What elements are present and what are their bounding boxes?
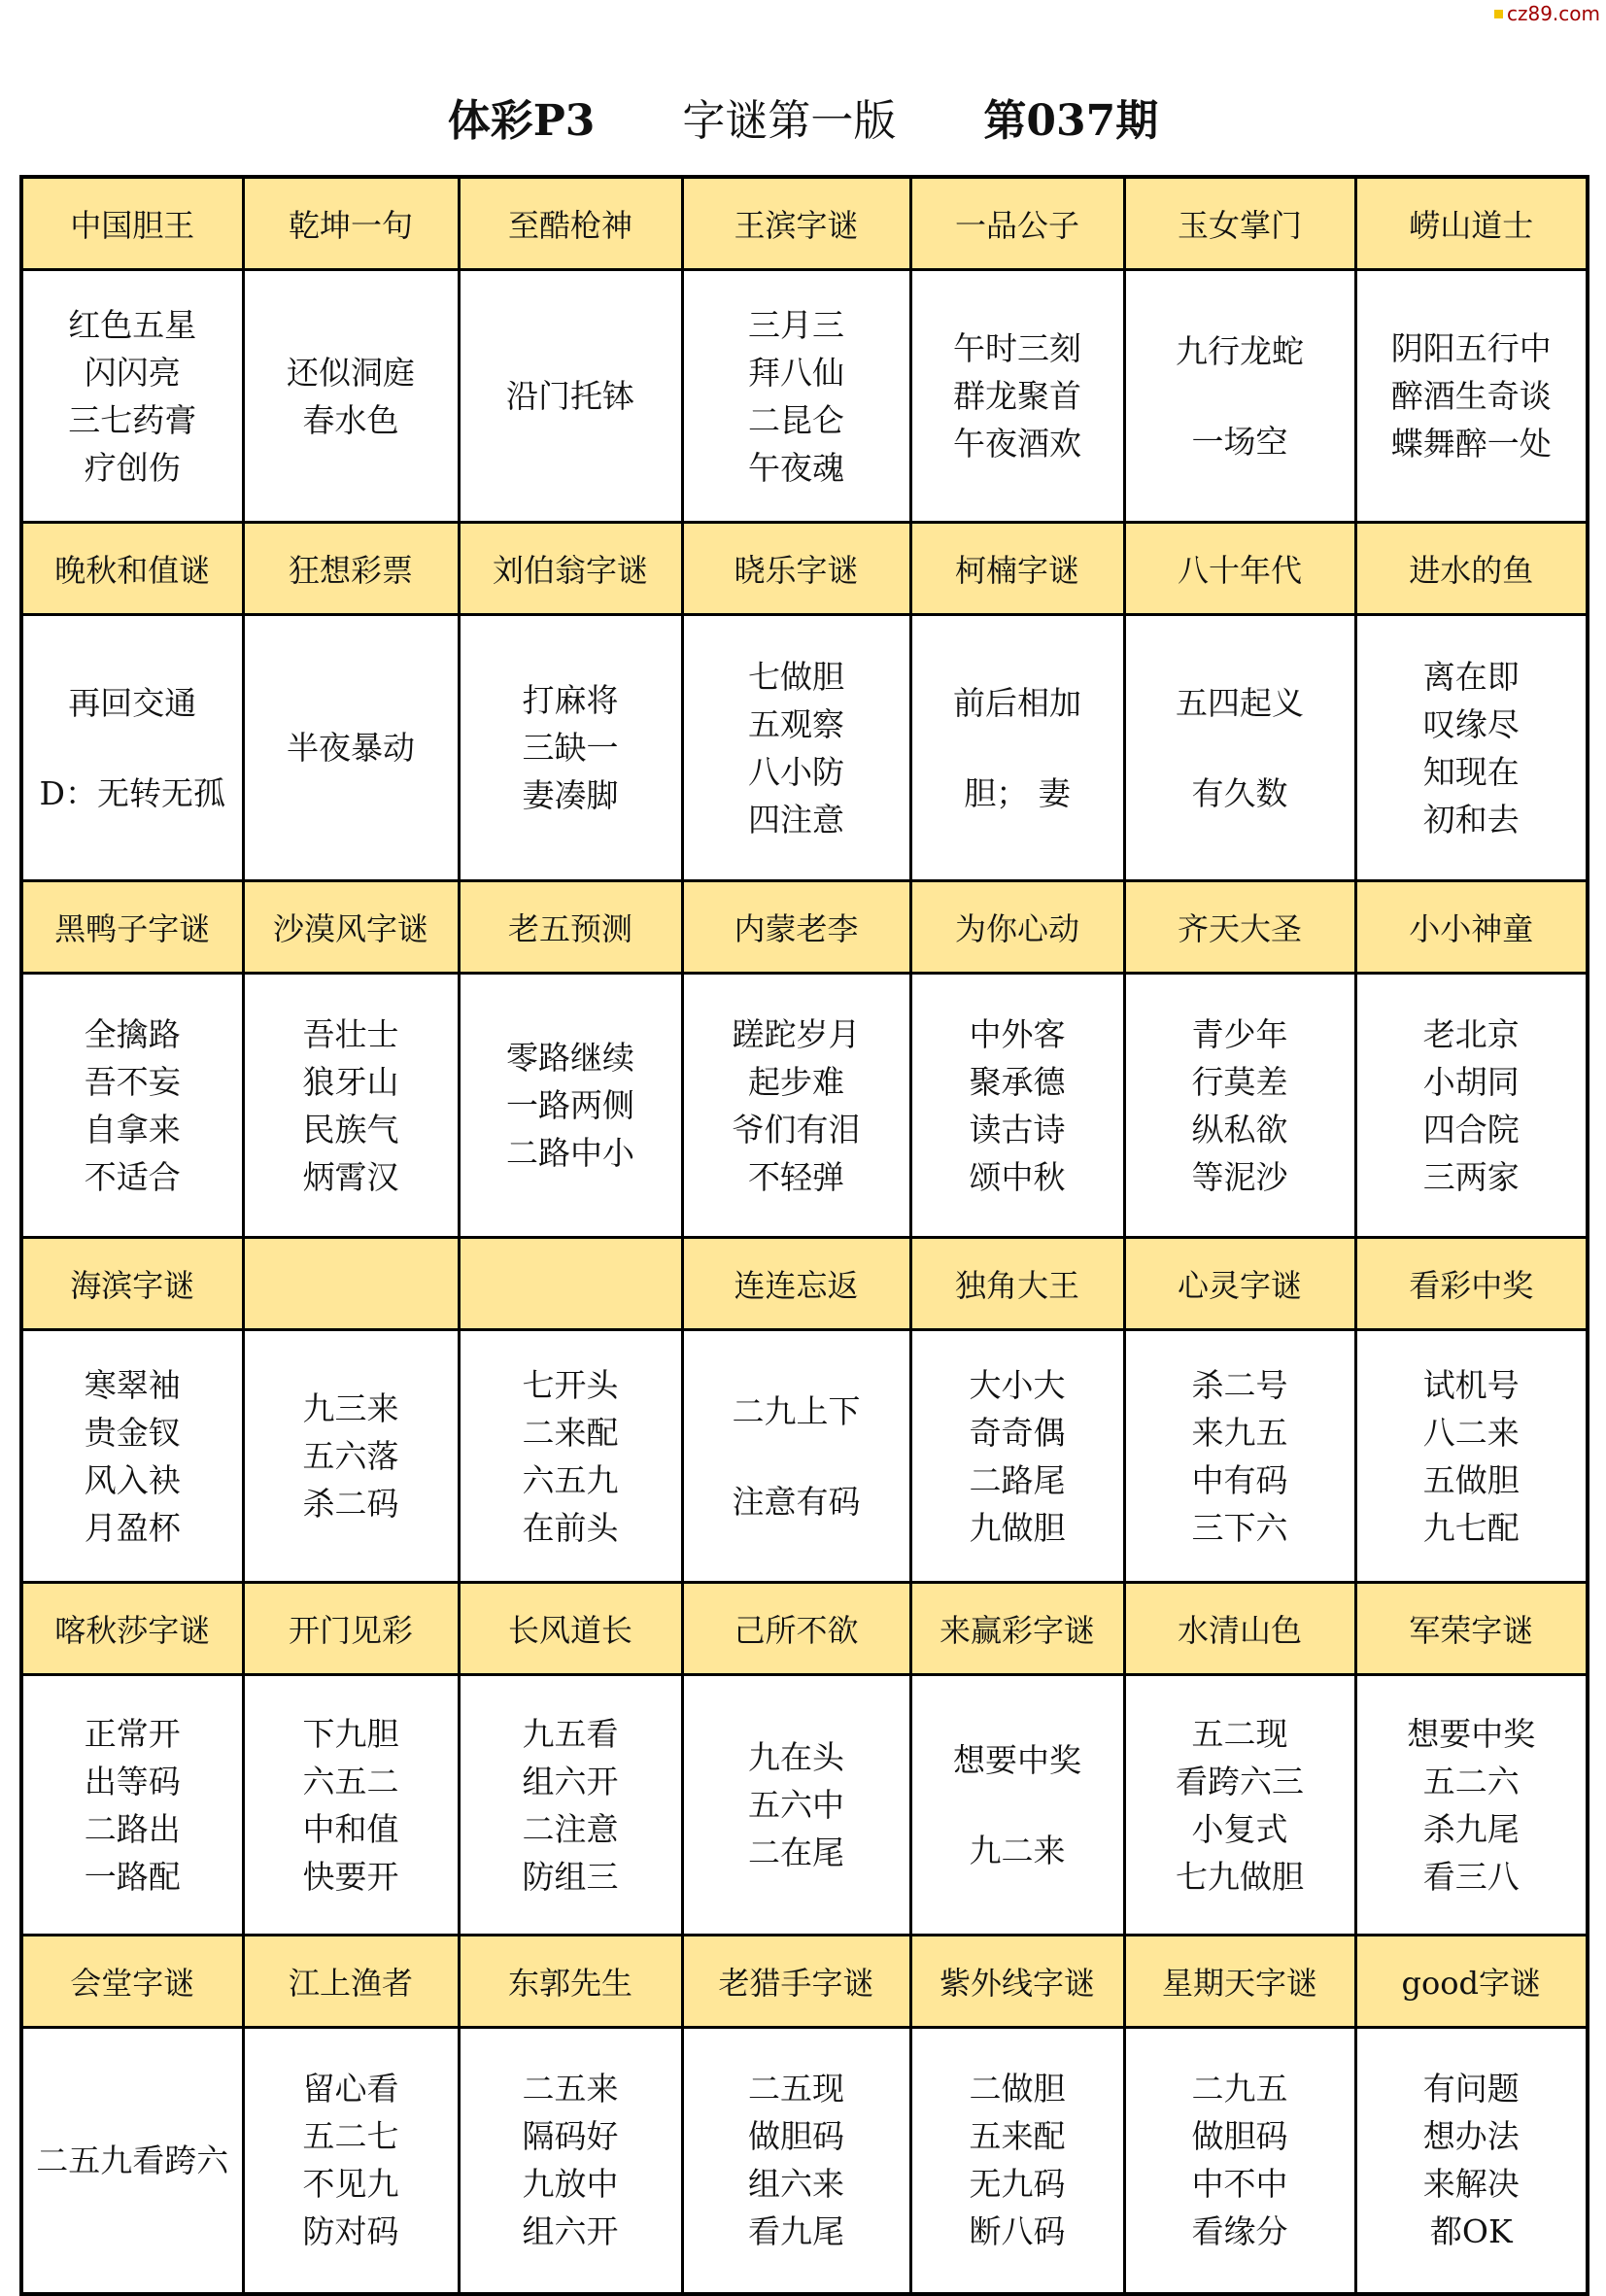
- column-title: 独角大王: [910, 1238, 1124, 1330]
- line-gap: [684, 1435, 909, 1478]
- riddle-line: 五观察: [748, 704, 844, 743]
- content-row: [21, 615, 1588, 881]
- riddle-cell: [910, 615, 1124, 881]
- column-title: [243, 1238, 459, 1330]
- column-title: 老五预测: [459, 881, 682, 974]
- column-title: 晚秋和值谜: [21, 523, 243, 615]
- riddle-cell: [243, 615, 459, 881]
- riddle-line: 九行龙蛇: [1176, 331, 1304, 370]
- riddle-line: 防组三: [522, 1857, 619, 1896]
- header-row: [21, 881, 1588, 974]
- riddle-line: 风入袂: [84, 1460, 181, 1499]
- header-row: [21, 1936, 1588, 2028]
- riddle-line: 无九码: [969, 2165, 1066, 2204]
- riddle-line: 读古诗: [969, 1110, 1066, 1148]
- riddle-line: 看缘分: [1191, 2212, 1288, 2251]
- riddle-line: 八二来: [1422, 1413, 1520, 1452]
- riddle-line: 三两家: [1422, 1157, 1520, 1196]
- riddle-line: 试机号: [1422, 1365, 1520, 1404]
- column-title: good字谜: [1355, 1936, 1588, 2028]
- riddle-line: 断八码: [969, 2212, 1066, 2251]
- riddle-line: 在前头: [522, 1508, 619, 1547]
- riddle-line: 杀九尾: [1422, 1809, 1520, 1848]
- riddle-line: 行莫差: [1191, 1062, 1288, 1101]
- riddle-cell: [21, 615, 243, 881]
- riddle-line: 等泥沙: [1191, 1157, 1288, 1196]
- column-title: 会堂字谜: [21, 1936, 243, 2028]
- column-title: 晓乐字谜: [682, 523, 910, 615]
- header-row: [21, 1583, 1588, 1675]
- riddle-line: 起步难: [748, 1062, 844, 1101]
- line-gap: [1126, 727, 1354, 770]
- riddle-line: 不轻弹: [748, 1157, 844, 1196]
- riddle-line: 春水色: [302, 400, 399, 439]
- riddle-line: 九五看: [522, 1714, 619, 1753]
- column-title: 中国胆王: [21, 177, 243, 270]
- riddle-line: 正常开: [84, 1714, 181, 1753]
- riddle-cell: [1124, 1675, 1355, 1936]
- column-title: 老猎手字谜: [682, 1936, 910, 2028]
- riddle-line: 蹉跎岁月: [732, 1014, 861, 1053]
- riddle-line: 中有码: [1191, 1460, 1288, 1499]
- riddle-line: 来解决: [1422, 2165, 1520, 2204]
- column-title: 紫外线字谜: [910, 1936, 1124, 2028]
- riddle-cell: [682, 974, 910, 1238]
- riddle-line: 二路出: [84, 1809, 181, 1848]
- riddle-cell: [243, 1675, 459, 1936]
- riddle-cell: [910, 2028, 1124, 2294]
- column-title: 水清山色: [1124, 1583, 1355, 1675]
- column-title: 柯楠字谜: [910, 523, 1124, 615]
- content-row: [21, 1330, 1588, 1583]
- riddle-line: 看三八: [1422, 1857, 1520, 1896]
- riddle-line: 月盈杯: [84, 1508, 181, 1547]
- line-gap: [912, 727, 1123, 770]
- riddle-cell: [21, 2028, 243, 2294]
- riddle-line: 九放中: [522, 2165, 619, 2204]
- riddle-line: 小复式: [1191, 1809, 1288, 1848]
- riddle-line: 做胆码: [748, 2117, 844, 2156]
- riddle-line: 不见九: [302, 2165, 399, 2204]
- title-brand: 体彩P3: [447, 96, 596, 146]
- riddle-cell: [459, 615, 682, 881]
- riddle-line: 一场空: [1191, 422, 1288, 461]
- column-title: 开门见彩: [243, 1583, 459, 1675]
- riddle-cell: [1124, 2028, 1355, 2294]
- riddle-line: 零路继续: [506, 1039, 634, 1077]
- riddle-line: 九在头: [748, 1738, 844, 1776]
- riddle-line: 午时三刻: [953, 329, 1081, 367]
- riddle-line: 全擒路: [84, 1014, 181, 1053]
- riddle-line: 五六落: [302, 1437, 399, 1475]
- riddle-line: 二路尾: [969, 1460, 1066, 1499]
- riddle-line: 九做胆: [969, 1508, 1066, 1547]
- column-title: 军荣字谜: [1355, 1583, 1588, 1675]
- riddle-line: 贵金钗: [84, 1413, 181, 1452]
- riddle-line: 二五九看跨六: [36, 2141, 229, 2179]
- riddle-line: 九三来: [302, 1389, 399, 1427]
- riddle-line: 蝶舞醉一处: [1390, 425, 1552, 463]
- riddle-cell: [459, 270, 682, 523]
- riddle-line: 不适合: [84, 1157, 181, 1196]
- line-gap: [1126, 375, 1354, 418]
- column-title: 连连忘返: [682, 1238, 910, 1330]
- riddle-line: 打麻将: [522, 681, 619, 719]
- riddle-line: 老北京: [1422, 1014, 1520, 1053]
- riddle-line: 杀二码: [302, 1485, 399, 1523]
- riddle-line: 组六开: [522, 1762, 619, 1800]
- riddle-line: 阴阳五行中: [1390, 329, 1552, 367]
- riddle-line: 疗创伤: [84, 448, 181, 487]
- riddle-line: 三七药膏: [68, 400, 197, 439]
- riddle-cell: [21, 1675, 243, 1936]
- riddle-line: 一路两侧: [506, 1086, 634, 1124]
- riddle-line: 再回交通: [68, 683, 197, 722]
- riddle-line: 二九五: [1191, 2070, 1288, 2108]
- column-title: 内蒙老李: [682, 881, 910, 974]
- content-row: [21, 1675, 1588, 1936]
- riddle-line: 出等码: [84, 1762, 181, 1800]
- content-row: [21, 270, 1588, 523]
- column-title: 星期天字谜: [1124, 1936, 1355, 2028]
- riddle-line: 都OK: [1429, 2212, 1513, 2251]
- riddle-line: 叹缘尽: [1422, 704, 1520, 743]
- riddle-line: 看九尾: [748, 2212, 844, 2251]
- riddle-line: 青少年: [1191, 1014, 1288, 1053]
- riddle-cell: [243, 2028, 459, 2294]
- riddle-line: 看跨六三: [1176, 1762, 1304, 1800]
- watermark-square-icon: [1494, 10, 1503, 18]
- riddle-cell: [682, 2028, 910, 2294]
- riddle-cell: [682, 1330, 910, 1583]
- riddle-line: 闪闪亮: [84, 353, 181, 392]
- riddle-line: 八小防: [748, 752, 844, 791]
- column-title: 为你心动: [910, 881, 1124, 974]
- riddle-line: 二注意: [522, 1809, 619, 1848]
- content-row: [21, 974, 1588, 1238]
- column-title: 小小神童: [1355, 881, 1588, 974]
- riddle-cell: [459, 974, 682, 1238]
- riddle-line: 自拿来: [84, 1110, 181, 1148]
- riddle-cell: [459, 1330, 682, 1583]
- column-title: 来赢彩字谜: [910, 1583, 1124, 1675]
- column-title: 刘伯翁字谜: [459, 523, 682, 615]
- riddle-line: 吾不妄: [84, 1062, 181, 1101]
- column-title: 崂山道士: [1355, 177, 1588, 270]
- riddle-line: 午夜魂: [748, 448, 844, 487]
- header-row: [21, 1238, 1588, 1330]
- riddle-line: 二在尾: [748, 1833, 844, 1871]
- riddle-line: 有久数: [1191, 773, 1288, 812]
- riddle-line: 防对码: [302, 2212, 399, 2251]
- riddle-line: 下九胆: [302, 1714, 399, 1753]
- riddle-line: 六五二: [302, 1762, 399, 1800]
- riddle-cell: [21, 270, 243, 523]
- riddle-line: 五来配: [969, 2117, 1066, 2156]
- column-title: 长风道长: [459, 1583, 682, 1675]
- riddle-line: 奇奇偶: [969, 1413, 1066, 1452]
- riddle-cell: [1355, 1675, 1588, 1936]
- column-title: 王滨字谜: [682, 177, 910, 270]
- riddle-line: 沿门托钵: [506, 377, 634, 415]
- column-title: 己所不欲: [682, 1583, 910, 1675]
- riddle-line: 三缺一: [522, 729, 619, 767]
- riddle-line: 组六开: [522, 2212, 619, 2251]
- riddle-line: 二五来: [522, 2070, 619, 2108]
- riddle-line: 五二六: [1422, 1762, 1520, 1800]
- column-title: 黑鸭子字谜: [21, 881, 243, 974]
- line-gap: [912, 1784, 1123, 1827]
- riddle-line: 一路配: [84, 1857, 181, 1896]
- line-gap: [23, 727, 242, 770]
- riddle-line: D：无转无孤: [39, 773, 225, 812]
- riddle-line: 小胡同: [1422, 1062, 1520, 1101]
- riddle-line: 六五九: [522, 1460, 619, 1499]
- riddle-cell: [682, 270, 910, 523]
- riddle-line: 做胆码: [1191, 2117, 1288, 2156]
- riddle-line: 颂中秋: [969, 1157, 1066, 1196]
- riddle-line: 妻凑脚: [522, 776, 619, 814]
- riddle-line: 初和去: [1422, 800, 1520, 839]
- riddle-line: 中不中: [1191, 2165, 1288, 2204]
- riddle-line: 胆； 妻: [964, 773, 1071, 812]
- title-edition: 字谜第一版: [682, 96, 897, 146]
- header-row: [21, 523, 1588, 615]
- column-title: 玉女掌门: [1124, 177, 1355, 270]
- riddle-line: 二九上下: [732, 1391, 861, 1430]
- column-title: 狂想彩票: [243, 523, 459, 615]
- riddle-line: 聚承德: [969, 1062, 1066, 1101]
- riddle-line: 二做胆: [969, 2070, 1066, 2108]
- riddle-line: 快要开: [302, 1857, 399, 1896]
- riddle-line: 爷们有泪: [732, 1110, 861, 1148]
- riddle-line: 七做胆: [748, 657, 844, 696]
- riddle-cell: [243, 1330, 459, 1583]
- riddle-line: 七开头: [522, 1365, 619, 1404]
- column-title: 江上渔者: [243, 1936, 459, 2028]
- riddle-line: 杀二号: [1191, 1365, 1288, 1404]
- riddle-line: 离在即: [1422, 657, 1520, 696]
- riddle-line: 隔码好: [522, 2117, 619, 2156]
- column-title: 心灵字谜: [1124, 1238, 1355, 1330]
- column-title: 看彩中奖: [1355, 1238, 1588, 1330]
- title-issue: 第037期: [983, 96, 1159, 146]
- riddle-line: 三下六: [1191, 1508, 1288, 1547]
- column-title: 乾坤一句: [243, 177, 459, 270]
- riddle-line: 大小大: [969, 1365, 1066, 1404]
- page-title: [0, 68, 1606, 165]
- riddle-line: 纵私欲: [1191, 1110, 1288, 1148]
- riddle-cell: [1124, 974, 1355, 1238]
- riddle-cell: [21, 1330, 243, 1583]
- riddle-line: 二五现: [748, 2070, 844, 2108]
- column-title: [459, 1238, 682, 1330]
- watermark-text: cz89.com: [1506, 2, 1600, 25]
- riddle-line: 红色五星: [68, 305, 197, 344]
- riddle-cell: [910, 270, 1124, 523]
- riddle-line: 有问题: [1422, 2070, 1520, 2108]
- riddle-line: 来九五: [1191, 1413, 1288, 1452]
- content-row: [21, 2028, 1588, 2294]
- riddle-cell: [682, 1675, 910, 1936]
- riddle-cell: [910, 974, 1124, 1238]
- riddle-cell: [1355, 2028, 1588, 2294]
- riddle-line: 知现在: [1422, 752, 1520, 791]
- riddle-cell: [1355, 974, 1588, 1238]
- riddle-line: 二昆仑: [748, 400, 844, 439]
- riddle-line: 二路中小: [506, 1134, 634, 1172]
- riddle-cell: [1124, 615, 1355, 881]
- column-title: 喀秋莎字谜: [21, 1583, 243, 1675]
- riddle-cell: [459, 1675, 682, 1936]
- riddle-cell: [21, 974, 243, 1238]
- riddle-line: 注意有码: [732, 1482, 861, 1521]
- riddle-cell: [243, 974, 459, 1238]
- riddle-cell: [1355, 615, 1588, 881]
- column-title: 海滨字谜: [21, 1238, 243, 1330]
- riddle-line: 二来配: [522, 1413, 619, 1452]
- column-title: 东郭先生: [459, 1936, 682, 2028]
- column-title: 齐天大圣: [1124, 881, 1355, 974]
- riddle-cell: [910, 1330, 1124, 1583]
- header-row: [21, 177, 1588, 270]
- riddle-line: 五二现: [1191, 1714, 1288, 1753]
- column-title: 进水的鱼: [1355, 523, 1588, 615]
- riddle-cell: [682, 615, 910, 881]
- riddle-line: 中和值: [302, 1809, 399, 1848]
- riddle-line: 想办法: [1422, 2117, 1520, 2156]
- riddle-line: 想要中奖: [953, 1740, 1081, 1779]
- riddle-line: 狼牙山: [302, 1062, 399, 1101]
- riddle-line: 寒翠袖: [84, 1365, 181, 1404]
- riddle-line: 留心看: [302, 2070, 399, 2108]
- riddle-line: 五二七: [302, 2117, 399, 2156]
- riddle-line: 组六来: [748, 2165, 844, 2204]
- riddle-table: [19, 175, 1589, 2296]
- riddle-cell: [1355, 1330, 1588, 1583]
- riddle-line: 吾壮士: [302, 1014, 399, 1053]
- riddle-line: 中外客: [969, 1014, 1066, 1053]
- riddle-line: 七九做胆: [1176, 1857, 1304, 1896]
- column-title: 八十年代: [1124, 523, 1355, 615]
- riddle-cell: [243, 270, 459, 523]
- riddle-line: 拜八仙: [748, 353, 844, 392]
- column-title: 一品公子: [910, 177, 1124, 270]
- watermark: [1494, 2, 1600, 25]
- riddle-line: 还似洞庭: [287, 353, 415, 392]
- riddle-line: 三月三: [748, 305, 844, 344]
- riddle-line: 五四起义: [1176, 683, 1304, 722]
- riddle-line: 九七配: [1422, 1508, 1520, 1547]
- riddle-line: 四注意: [748, 800, 844, 839]
- riddle-cell: [1355, 270, 1588, 523]
- riddle-line: 四合院: [1422, 1110, 1520, 1148]
- riddle-line: 半夜暴动: [287, 729, 415, 767]
- column-title: 至酷枪神: [459, 177, 682, 270]
- riddle-line: 想要中奖: [1407, 1714, 1536, 1753]
- riddle-cell: [459, 2028, 682, 2294]
- riddle-line: 炳霄汉: [302, 1157, 399, 1196]
- riddle-cell: [1124, 1330, 1355, 1583]
- riddle-cell: [1124, 270, 1355, 523]
- riddle-cell: [910, 1675, 1124, 1936]
- riddle-line: 九二来: [969, 1831, 1066, 1869]
- column-title: 沙漠风字谜: [243, 881, 459, 974]
- riddle-line: 午夜酒欢: [953, 425, 1081, 463]
- riddle-line: 五六中: [748, 1786, 844, 1824]
- riddle-line: 前后相加: [953, 683, 1081, 722]
- riddle-line: 五做胆: [1422, 1460, 1520, 1499]
- riddle-line: 群龙聚首: [953, 377, 1081, 415]
- riddle-line: 民族气: [302, 1110, 399, 1148]
- riddle-line: 醉酒生奇谈: [1390, 377, 1552, 415]
